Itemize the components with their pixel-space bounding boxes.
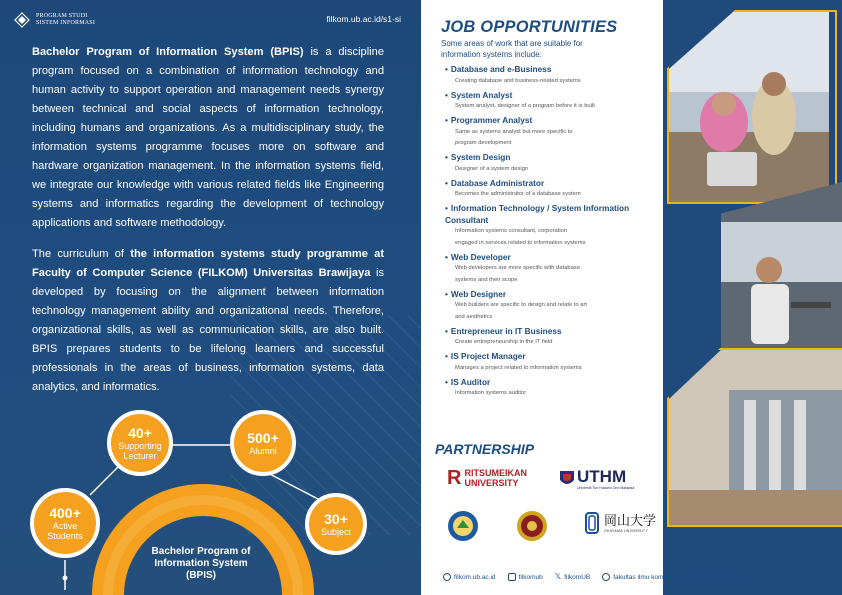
intro-paragraph-1-bold: Bachelor Program of Information System (BPIS)	[32, 46, 304, 58]
job-item	[445, 289, 655, 324]
job-desc: System analyst, designer of a program before it is built	[455, 103, 595, 109]
job-desc: Web builders are specific to design and relate to art	[455, 302, 588, 308]
instagram-icon	[508, 573, 516, 581]
job-name: • Web Designer	[445, 289, 655, 301]
bpis-label-line-2: Information System	[154, 558, 248, 569]
job-name: • Web Developer	[445, 252, 655, 264]
job-item	[445, 326, 655, 349]
job-desc: systems and their scope	[455, 276, 518, 283]
job-name: • Information Technology / System Information Consultant	[445, 203, 655, 226]
intro-paragraph-1-text: is a discipline program focused on a combination of information technology and human activity to support operation and management needs synergy between technical and social aspects of information technology, including humans and organizations. As a multidisciplinary study, the information systems programme focuses more on software and hardware organization management. In the information systems field, we integrate our knowledge with various related fields like Engineering systems and informatics regarding the development of technology applications and software methodology.	[32, 46, 384, 229]
job-desc: engaged in services related to information systems	[455, 239, 586, 246]
stat-number: 500+	[247, 429, 279, 446]
stat-label: Subject	[320, 526, 352, 537]
job-desc: Web developers are more specific with database	[455, 265, 580, 271]
job-item	[445, 64, 655, 87]
partner-uthm	[559, 468, 634, 490]
bpis-label-line-3: (BPIS)	[186, 570, 216, 581]
right-panel	[421, 0, 842, 595]
stat-label: Supporting	[118, 440, 162, 451]
logo-line-2: SISTEM INFORMASI	[36, 20, 96, 26]
job-name: • Programmer Analyst	[445, 115, 655, 127]
job-item	[445, 377, 655, 400]
partner-seal-red-icon	[516, 510, 548, 542]
bpis-label-line-1: Bachelor Program of	[151, 546, 251, 557]
job-item	[445, 203, 655, 249]
intro-paragraph-2	[32, 245, 384, 397]
footer-web-text: filkom.ub.ac.id	[454, 573, 496, 581]
intro-paragraph-2-text: is developed by focusing on the alignment between information technology management ability and organizational needs. Therefore, organizational skills, as well as communication skills, are also built. BPIS prepares students to be lifelong learners and successful professionals in the areas of business, information systems, data analytics, and informatics.	[32, 267, 384, 393]
job-desc: Creating database and business-related systems	[455, 77, 581, 84]
job-name: • IS Project Manager	[445, 351, 655, 363]
stat-alumni	[230, 410, 296, 476]
program-logo-icon	[14, 12, 30, 28]
tiktok-icon	[690, 573, 698, 581]
footer-x-text: filkomUB	[564, 573, 591, 581]
job-desc: Designer of a system design	[455, 165, 529, 172]
job-list	[445, 64, 655, 402]
partner-okayama	[585, 512, 656, 534]
job-desc: Information systems consultant, corporation	[455, 228, 568, 234]
program-url[interactable]: filkom.ub.ac.id/s1-si	[326, 14, 401, 24]
ritsumeikan-name-line-2: UNIVERSITY	[464, 478, 519, 488]
intro-paragraph-2-bold: the information systems study programme at Faculty of Computer Science (FILKOM) Universitas Brawijaya	[32, 248, 385, 279]
job-item	[445, 252, 655, 287]
job-item	[445, 152, 655, 175]
uthm-crest-icon	[559, 470, 575, 488]
footer-instagram-text: filkomub	[518, 573, 543, 581]
job-item	[445, 178, 655, 201]
partnership-title: PARTNERSHIP	[435, 441, 535, 457]
stat-number: 30+	[324, 510, 348, 527]
job-item	[445, 351, 655, 374]
footer-tiktok-text: filkombrawijaya	[701, 573, 746, 581]
uthm-subtitle: Universiti Tun Hussein Onn Malaysia	[577, 486, 635, 490]
job-name: • Entrepreneur in IT Business	[445, 326, 655, 338]
intro-paragraph-1	[32, 43, 384, 233]
okayama-logo-icon	[585, 512, 599, 534]
stat-number: 40+	[128, 424, 152, 441]
program-logo	[14, 12, 95, 28]
stat-label: Lecturer	[123, 450, 157, 461]
facebook-icon	[602, 573, 610, 581]
stat-subject	[305, 493, 367, 555]
stat-label: Alumni	[249, 445, 277, 456]
job-opportunities-title: JOB OPPORTUNITIES	[441, 18, 618, 36]
logo-line-1: PROGRAM STUDI	[36, 13, 88, 19]
stat-label: Active	[52, 520, 78, 531]
footer-tiktok-link[interactable]	[690, 573, 745, 581]
globe-icon	[443, 573, 451, 581]
uthm-name: UTHM	[577, 467, 627, 486]
footer-x-link[interactable]	[555, 573, 590, 581]
job-desc: Same as systems analyst but more specific to	[455, 128, 573, 135]
partner-seal-blue-icon	[447, 510, 479, 542]
job-name: • System Analyst	[445, 90, 655, 102]
job-desc: and aesthetics	[455, 313, 493, 320]
footer-facebook-link[interactable]	[602, 573, 678, 581]
job-desc: Becomes the administrator of a database system	[455, 191, 581, 197]
job-desc: program development	[455, 140, 512, 146]
job-desc: Information systems auditor	[455, 390, 527, 396]
job-name: • Database Administrator	[445, 178, 655, 190]
job-item	[445, 90, 655, 113]
okayama-name-english: OKAYAMA UNIVERSITY	[604, 528, 648, 533]
footer-web-link[interactable]	[443, 573, 496, 581]
job-name: • IS Auditor	[445, 377, 655, 389]
ritsumeikan-name-line-1: RITSUMEIKAN	[464, 468, 527, 478]
stat-label: Students	[47, 530, 83, 541]
job-desc: Create entrepreneurship in the IT field	[455, 339, 553, 345]
x-icon: 𝕏	[554, 572, 562, 581]
job-item	[445, 115, 655, 150]
ritsumeikan-logo-icon: R	[447, 467, 462, 489]
stat-supporting-lecturer	[107, 410, 173, 476]
footer-links	[443, 573, 833, 581]
program-logo-text	[36, 13, 95, 27]
photo-frame	[667, 348, 842, 527]
stat-active-students	[30, 488, 100, 558]
job-intro-text: Some areas of work that are suitable for information systems include:	[441, 39, 583, 59]
partner-ritsumeikan	[447, 468, 527, 488]
footer-instagram-link[interactable]	[508, 573, 543, 581]
intro-paragraph-2-pre: The curriculum of	[32, 248, 131, 260]
bpis-center-label	[136, 546, 266, 582]
okayama-name-japanese: 岡山大学	[604, 513, 657, 529]
job-name: • System Design	[445, 152, 655, 164]
footer-facebook-text: fakultas ilmu komputer	[613, 573, 679, 581]
job-desc: Manages a project related to information systems	[455, 364, 582, 371]
job-name: • Database and e-Business	[445, 64, 655, 76]
stat-number: 400+	[49, 504, 81, 521]
